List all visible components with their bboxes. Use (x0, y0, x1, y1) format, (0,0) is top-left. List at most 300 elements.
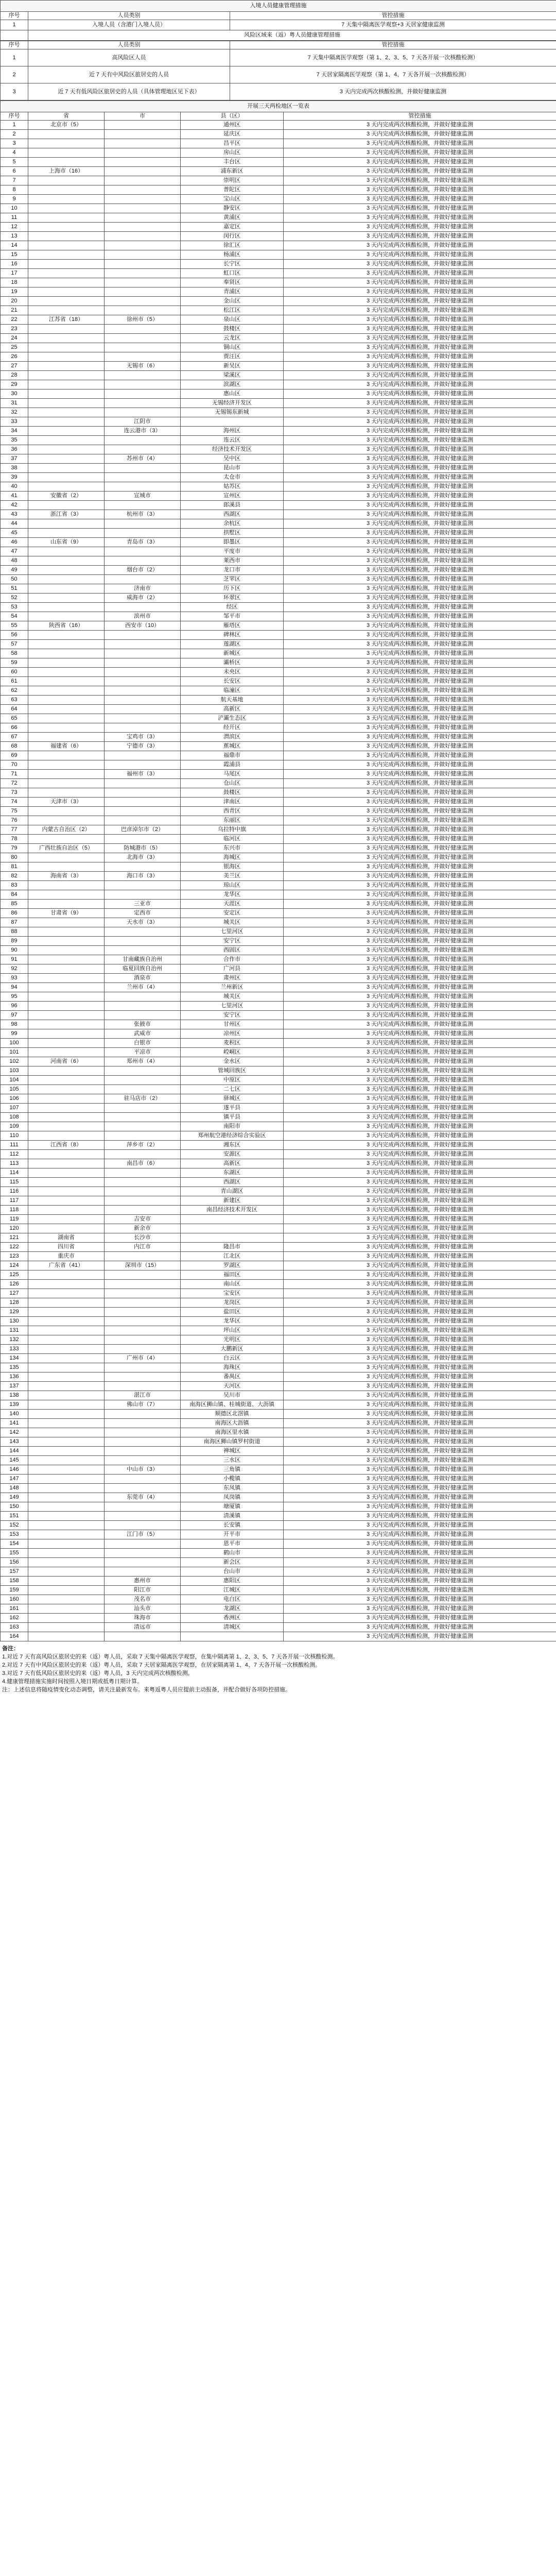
row-province (28, 1326, 105, 1335)
row-province (28, 334, 105, 343)
row-city (105, 668, 181, 677)
table-row (1, 334, 556, 343)
row-index: 19 (1, 287, 28, 297)
row-measure: 3 天内完成两次核酸检测，并做好健康监测 (284, 1270, 556, 1280)
section-b-title-row: 风险区域来（返）粤人员健康管理措施 (1, 30, 556, 41)
section-a-title: 入境人员健康管理措施 (1, 1, 556, 12)
row-measure: 3 天内完成两次核酸检测，并做好健康监测 (284, 807, 556, 816)
row-province (28, 1577, 105, 1586)
row-province (28, 529, 105, 538)
row-index: 152 (1, 1521, 28, 1530)
row-city (105, 1011, 181, 1020)
row-city (105, 287, 181, 297)
row-index: 113 (1, 1159, 28, 1168)
row-province (28, 584, 105, 594)
row-city: 宝鸡市（3） (105, 733, 181, 742)
row-city: 威海市（2） (105, 594, 181, 603)
row-district: 西固区 (181, 946, 284, 955)
row-index: 27 (1, 362, 28, 371)
row-province (28, 1372, 105, 1382)
row-district: 海州区 (181, 427, 284, 436)
row-city: 甘南藏族自治州 (105, 955, 181, 964)
row-district: 滨湖区 (181, 380, 284, 389)
row-district: 甘州区 (181, 1020, 284, 1029)
row-city (105, 677, 181, 686)
row-index: 87 (1, 918, 28, 927)
row-index: 104 (1, 1076, 28, 1085)
row-district: 渭滨区 (181, 733, 284, 742)
row-province (28, 918, 105, 927)
row-city (105, 1632, 181, 1641)
row-province (28, 1391, 105, 1400)
row-measure: 3 天内完成两次核酸检测，并做好健康监测 (284, 408, 556, 417)
row-district: 光明区 (181, 1335, 284, 1345)
row-city (105, 1178, 181, 1187)
row-province (28, 983, 105, 992)
row-index: 151 (1, 1512, 28, 1521)
row-district: 铜山区 (181, 343, 284, 352)
row-index: 126 (1, 1280, 28, 1289)
row-city (105, 473, 181, 482)
table-row (1, 501, 556, 510)
row-province: 安徽省（2） (28, 492, 105, 501)
row-province (28, 269, 105, 278)
row-index: 145 (1, 1456, 28, 1465)
table-row (1, 223, 556, 232)
row-province (28, 1122, 105, 1131)
row-measure: 3 天内完成两次核酸检测，并做好健康监测 (284, 1623, 556, 1632)
row-province (28, 1428, 105, 1437)
row-city (105, 139, 181, 148)
row-measure: 3 天内完成两次核酸检测，并做好健康监测 (284, 464, 556, 473)
row-index: 110 (1, 1131, 28, 1141)
row-district: 镇平县 (181, 1113, 284, 1122)
row-index: 58 (1, 649, 28, 658)
row-district: 郑州航空港经济综合实验区 (181, 1131, 284, 1141)
row-province (28, 1020, 105, 1029)
row-measure: 3 天内完成两次核酸检测，并做好健康监测 (284, 547, 556, 556)
row-district: 隆昌市 (181, 1243, 284, 1252)
row-district: 未央区 (181, 668, 284, 677)
row-province: 湖南省 (28, 1233, 105, 1243)
table-row (1, 371, 556, 380)
row-district: 新会区 (181, 1558, 284, 1567)
row-district: 安定区 (181, 909, 284, 918)
row-city (105, 352, 181, 362)
table-row (1, 1048, 556, 1057)
row-district: 闵行区 (181, 232, 284, 241)
row-measure: 3 天内完成两次核酸检测，并做好健康监测 (284, 213, 556, 223)
row-index: 47 (1, 547, 28, 556)
row-district: 余杭区 (181, 519, 284, 529)
row-index: 80 (1, 853, 28, 862)
row-measure: 3 天内完成两次核酸检测，并做好健康监测 (284, 1437, 556, 1447)
row-city (105, 1206, 181, 1215)
row-index: 98 (1, 1020, 28, 1029)
row-index: 94 (1, 983, 28, 992)
row-district: 三水区 (181, 1456, 284, 1465)
table-row (1, 1354, 556, 1363)
row-measure: 3 天内完成两次核酸检测，并做好健康监测 (284, 714, 556, 723)
row-province (28, 649, 105, 658)
row-district: 环翠区 (181, 594, 284, 603)
row-district: 鼓楼区 (181, 788, 284, 798)
row-measure: 3 天内完成两次核酸检测，并做好健康监测 (284, 389, 556, 399)
row-province (28, 1066, 105, 1076)
row-measure: 3 天内完成两次核酸检测，并做好健康监测 (284, 232, 556, 241)
row-province (28, 575, 105, 584)
row-measure: 3 天内完成两次核酸检测，并做好健康监测 (284, 816, 556, 825)
table-row (1, 362, 556, 371)
row-index: 125 (1, 1270, 28, 1280)
row-index: 64 (1, 705, 28, 714)
row-district: 浐灞生态区 (181, 714, 284, 723)
row-district: 嘉定区 (181, 223, 284, 232)
row-measure: 3 天内完成两次核酸检测，并做好健康监测 (284, 1159, 556, 1168)
row-measure: 3 天内完成两次核酸检测，并做好健康监测 (284, 1567, 556, 1577)
row-district: 美兰区 (181, 872, 284, 881)
row-province (28, 130, 105, 139)
table-row (1, 668, 556, 677)
row-province (28, 1289, 105, 1298)
row-index: 134 (1, 1354, 28, 1363)
row-index: 60 (1, 668, 28, 677)
table-row (1, 1159, 556, 1168)
table-row (1, 1206, 556, 1215)
row-measure: 3 天内完成两次核酸检测，并做好健康监测 (284, 510, 556, 519)
row-index: 45 (1, 529, 28, 538)
row-province (28, 148, 105, 158)
row-index: 40 (1, 482, 28, 492)
row-district: 电白区 (181, 1595, 284, 1604)
row-index: 124 (1, 1261, 28, 1270)
row-index: 149 (1, 1493, 28, 1502)
row-index: 53 (1, 603, 28, 612)
row-city (105, 1252, 181, 1261)
section-b-table: 序号 人员类别 管控措施 1 高风险区人员 7 天集中隔离医学观察（第 1、2、3、5、7 天各开展一次核酸检测） 2 近 7 天有中风险区旅居史的人员 7 天居家隔离医学观察（第 1、4、7 天各开展一次核酸检测） 3 近 7 天有低风险区旅居史的人员（具体管理地区见下表） 3 天内完成两次核酸检测，并做好健康监测 (0, 41, 556, 100)
table-row (1, 1196, 556, 1206)
row-index: 91 (1, 955, 28, 964)
table-row (1, 482, 556, 492)
row-district: 恩平市 (181, 1539, 284, 1549)
row-measure: 3 天内完成两次核酸检测，并做好健康监测 (284, 519, 556, 529)
row-city: 海口市（3） (105, 872, 181, 881)
table-row (1, 1326, 556, 1335)
row-city (105, 696, 181, 705)
row-index: 38 (1, 464, 28, 473)
table-row (1, 1456, 556, 1465)
row-measure: 3 天内完成两次核酸检测，并做好健康监测 (284, 130, 556, 139)
row-measure: 3 天内完成两次核酸检测，并做好健康监测 (284, 1326, 556, 1335)
row-district: 安宁区 (181, 1011, 284, 1020)
row-city (105, 1187, 181, 1196)
table-row (1, 547, 556, 556)
row-index: 4 (1, 148, 28, 158)
row-city (105, 1484, 181, 1493)
row-city (105, 371, 181, 380)
table-row (1, 816, 556, 825)
row-index: 54 (1, 612, 28, 621)
row-district: 城关区 (181, 992, 284, 1002)
table-row (1, 454, 556, 464)
table-row (1, 1002, 556, 1011)
row-index: 48 (1, 556, 28, 566)
row-index: 59 (1, 658, 28, 668)
row-province (28, 139, 105, 148)
row-province (28, 1076, 105, 1085)
row-city (105, 1521, 181, 1530)
row-district: 灞桥区 (181, 658, 284, 668)
row-index: 160 (1, 1595, 28, 1604)
row-measure: 3 天内完成两次核酸检测，并做好健康监测 (284, 1558, 556, 1567)
row-province (28, 427, 105, 436)
row-province (28, 1521, 105, 1530)
table-row (1, 566, 556, 575)
table-row (1, 862, 556, 872)
row-measure: 3 天内完成两次核酸检测，并做好健康监测 (284, 352, 556, 362)
table-row (1, 287, 556, 297)
row-index: 111 (1, 1141, 28, 1150)
section-c-title: 开展三天两检地区一览表 (1, 101, 556, 112)
row-index: 99 (1, 1029, 28, 1039)
row-province (28, 204, 105, 213)
row-district: 高新区 (181, 1159, 284, 1168)
row-measure: 3 天内完成两次核酸检测，并做好健康监测 (284, 1076, 556, 1085)
row-district: 龙华区 (181, 890, 284, 900)
row-measure: 3 天内完成两次核酸检测，并做好健康监测 (284, 1335, 556, 1345)
table-row (1, 964, 556, 974)
row-district: 马尾区 (181, 770, 284, 779)
table-row (1, 148, 556, 158)
table-row: 2 近 7 天有中风险区旅居史的人员 7 天居家隔离医学观察（第 1、4、7 天各开展一次核酸检测） (1, 66, 556, 83)
row-province (28, 1150, 105, 1159)
row-province (28, 1465, 105, 1475)
row-city: 汕头市 (105, 1604, 181, 1614)
table-row (1, 1614, 556, 1623)
row-measure: 3 天内完成两次核酸检测，并做好健康监测 (284, 445, 556, 454)
row-index: 5 (1, 158, 28, 167)
row-province (28, 937, 105, 946)
row-district: 大鹏新区 (181, 1345, 284, 1354)
row-index: 25 (1, 343, 28, 352)
row-province (28, 631, 105, 640)
row-index: 15 (1, 250, 28, 260)
row-city (105, 556, 181, 566)
row-province (28, 696, 105, 705)
row-province (28, 547, 105, 556)
row-city (105, 1131, 181, 1141)
row-province (28, 1502, 105, 1512)
row-index: 10 (1, 204, 28, 213)
row-province: 福建省（6） (28, 742, 105, 751)
table-row (1, 1280, 556, 1289)
table-row (1, 1178, 556, 1187)
row-district: 盐田区 (181, 1308, 284, 1317)
row-index: 13 (1, 232, 28, 241)
row-district: 顺德区北滘镇 (181, 1410, 284, 1419)
row-city (105, 1549, 181, 1558)
row-measure: 3 天内完成两次核酸检测，并做好健康监测 (284, 1252, 556, 1261)
table-row (1, 686, 556, 696)
row-index: 109 (1, 1122, 28, 1131)
table-row (1, 1363, 556, 1372)
row-index: 141 (1, 1419, 28, 1428)
row-city (105, 575, 181, 584)
row-province: 内蒙古自治区（2） (28, 825, 105, 835)
row-city (105, 1113, 181, 1122)
row-province (28, 1335, 105, 1345)
row-district: 南阳市 (181, 1122, 284, 1131)
row-district: 香洲区 (181, 1614, 284, 1623)
row-measure: 3 天内完成两次核酸检测，并做好健康监测 (284, 835, 556, 844)
row-province (28, 1094, 105, 1104)
table-row: 1 高风险区人员 7 天集中隔离医学观察（第 1、2、3、5、7 天各开展一次核酸检测） (1, 49, 556, 66)
table-row (1, 1400, 556, 1410)
row-index: 68 (1, 742, 28, 751)
row-province (28, 1104, 105, 1113)
row-province (28, 686, 105, 696)
row-province (28, 464, 105, 473)
table-row (1, 417, 556, 427)
row-district: 长安镇 (181, 1521, 284, 1530)
table-row (1, 1623, 556, 1632)
table-row (1, 1317, 556, 1326)
row-province (28, 371, 105, 380)
row-index: 86 (1, 909, 28, 918)
row-district: 坪山区 (181, 1326, 284, 1335)
row-city: 江门市（5） (105, 1530, 181, 1539)
row-measure: 3 天内完成两次核酸检测，并做好健康监测 (284, 1057, 556, 1066)
table-row (1, 250, 556, 260)
row-district: 清溪镇 (181, 1512, 284, 1521)
row-measure: 3 天内完成两次核酸检测，并做好健康监测 (284, 770, 556, 779)
row-district: 昌平区 (181, 139, 284, 148)
row-district: 惠山区 (181, 389, 284, 399)
row-city (105, 1419, 181, 1428)
table-row (1, 260, 556, 269)
row-measure: 3 天内完成两次核酸检测，并做好健康监测 (284, 1447, 556, 1456)
row-measure: 3 天内完成两次核酸检测，并做好健康监测 (284, 575, 556, 584)
row-city (105, 278, 181, 287)
row-district: 福田区 (181, 1270, 284, 1280)
row-city (105, 501, 181, 510)
table-row (1, 1076, 556, 1085)
table-row (1, 1039, 556, 1048)
notes (0, 1641, 556, 1697)
header-index: 序号 (1, 12, 28, 20)
row-index: 61 (1, 677, 28, 686)
row-measure: 3 天内完成两次核酸检测，并做好健康监测 (284, 742, 556, 751)
row-index: 52 (1, 594, 28, 603)
row-district: 南海区大沥镇 (181, 1419, 284, 1428)
row-province (28, 733, 105, 742)
row-province (28, 306, 105, 315)
table-row (1, 1298, 556, 1308)
row-index: 62 (1, 686, 28, 696)
row-city (105, 1363, 181, 1372)
row-district: 天涯区 (181, 900, 284, 909)
table-row (1, 621, 556, 631)
row-measure: 3 天内完成两次核酸检测，并做好健康监测 (284, 362, 556, 371)
row-city (105, 890, 181, 900)
row-province (28, 1002, 105, 1011)
row-index: 14 (1, 241, 28, 250)
row-index: 130 (1, 1317, 28, 1326)
row-district: 无锡锡东新城 (181, 408, 284, 417)
row-city: 宁德市（3） (105, 742, 181, 751)
row-index: 67 (1, 733, 28, 742)
table-row (1, 241, 556, 250)
table-row: 1 入境人员（含港门入境人员） 7 天集中隔离医学观察+3 天居家健康监测 (1, 20, 556, 30)
table-row (1, 1094, 556, 1104)
row-index: 1 (1, 121, 28, 130)
row-city (105, 130, 181, 139)
row-province (28, 1354, 105, 1363)
row-district (181, 1224, 284, 1233)
note-4: 4.健康管理措施实施时间按照入境日期或抵粤日期计算。 (2, 1679, 143, 1685)
row-province (28, 1539, 105, 1549)
row-index: 107 (1, 1104, 28, 1113)
row-province (28, 1475, 105, 1484)
row-province (28, 176, 105, 185)
row-province (28, 881, 105, 890)
row-measure: 3 天内完成两次核酸检测，并做好健康监测 (284, 760, 556, 770)
row-province (28, 862, 105, 872)
table-row (1, 1419, 556, 1428)
table-row (1, 1595, 556, 1604)
row-district: 东凤镇 (181, 1484, 284, 1493)
row-index: 115 (1, 1178, 28, 1187)
row-district: 禅城区 (181, 1447, 284, 1456)
table-row (1, 1558, 556, 1567)
row-measure: 3 天内完成两次核酸检测，并做好健康监测 (284, 223, 556, 232)
table-row (1, 881, 556, 890)
row-index: 50 (1, 575, 28, 584)
row-measure: 3 天内完成两次核酸检测，并做好健康监测 (284, 1345, 556, 1354)
row-province (28, 1029, 105, 1039)
row-city (105, 1456, 181, 1465)
row-district: 碑林区 (181, 631, 284, 640)
row-district: 肃州区 (181, 974, 284, 983)
table-row (1, 955, 556, 964)
row-measure: 3 天内完成两次核酸检测，并做好健康监测 (284, 1530, 556, 1539)
row-province (28, 297, 105, 306)
row-district: 东丽区 (181, 816, 284, 825)
row-province (28, 788, 105, 798)
row-province (28, 445, 105, 454)
row-province (28, 668, 105, 677)
row-measure: 3 天内完成两次核酸检测，并做好健康监测 (284, 640, 556, 649)
row-district: 历下区 (181, 584, 284, 594)
row-measure: 3 天内完成两次核酸检测，并做好健康监测 (284, 473, 556, 482)
row-measure: 3 天内完成两次核酸检测，并做好健康监测 (284, 380, 556, 389)
table-row (1, 1187, 556, 1196)
table-row (1, 538, 556, 547)
row-district: 高新区 (181, 705, 284, 714)
row-index: 146 (1, 1465, 28, 1475)
row-measure: 3 天内完成两次核酸检测，并做好健康监测 (284, 881, 556, 890)
row-province (28, 223, 105, 232)
row-province: 广东省（41） (28, 1261, 105, 1270)
row-measure: 3 天内完成两次核酸检测，并做好健康监测 (284, 1011, 556, 1020)
row-measure: 3 天内完成两次核酸检测，并做好健康监测 (284, 241, 556, 250)
row-measure: 3 天内完成两次核酸检测，并做好健康监测 (284, 185, 556, 195)
table-row (1, 1382, 556, 1391)
row-index: 39 (1, 473, 28, 482)
row-province (28, 1178, 105, 1187)
row-index: 2 (1, 130, 28, 139)
row-province (28, 890, 105, 900)
